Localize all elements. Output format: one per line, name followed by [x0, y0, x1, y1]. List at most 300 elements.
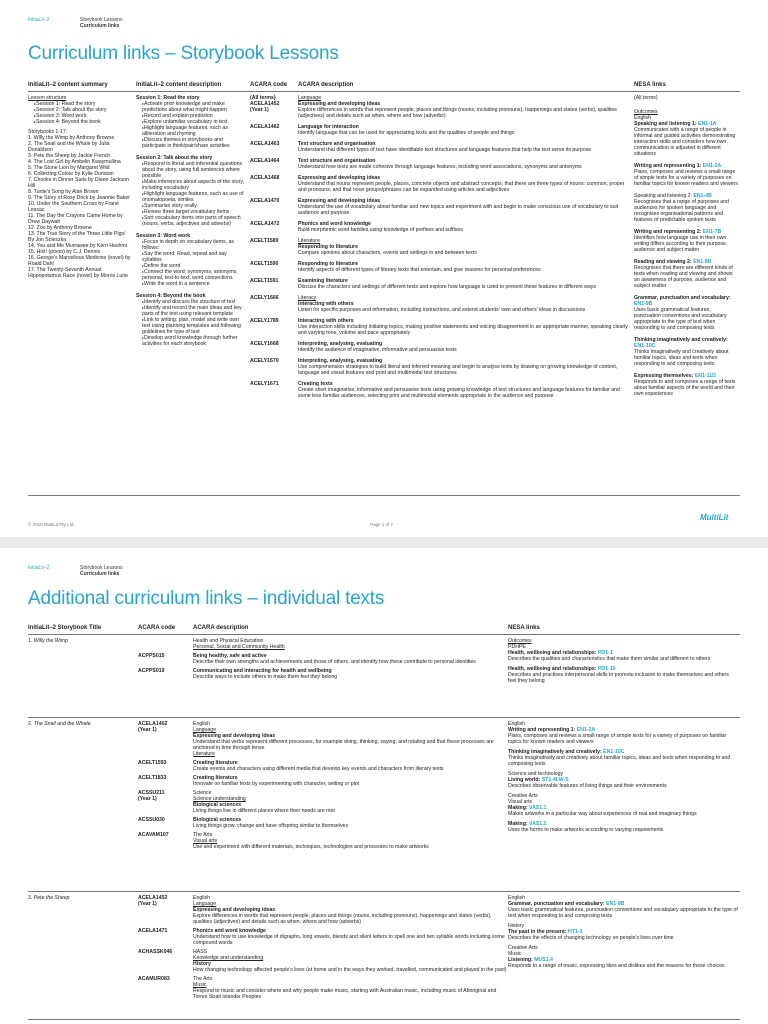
nesa-subject: Creative Arts: [508, 793, 538, 799]
outcome-code: EN1-10C: [634, 343, 656, 349]
acara-desc: [193, 895, 508, 925]
nesa-subject: Visual arts: [508, 799, 533, 805]
nesa-subject: English: [508, 721, 526, 727]
nesa-subject: Creative Arts: [508, 945, 538, 951]
outcome-text: Thinks imaginatively and creatively about familiar topics, ideas and texts when responding to and composing texts: [634, 349, 729, 367]
acara-row: [250, 358, 630, 376]
activity-item: ▸ Say the word: Read, repeat and say syllables: [142, 251, 248, 263]
outcome-code: EN1-7B: [702, 229, 722, 235]
activity-item: ▸ Focus in depth on vocabulary items, as follows:: [142, 239, 248, 251]
acara-desc: [298, 124, 630, 136]
section-label: Curriculum links: [80, 23, 120, 29]
session-heading: Session 1: Read the story: [136, 95, 200, 101]
acara-title: Expressing and developing ideas: [298, 101, 381, 107]
activity-item: ▸ Summarise story orally: [142, 203, 248, 209]
storybook-item: 7. Chooks in Dinner Suits by Diane Jackson Hill: [28, 177, 129, 189]
acara-title: Creating texts: [298, 381, 333, 387]
acara-code: ACELY1671: [250, 381, 279, 387]
acara-desc: [193, 832, 508, 850]
acara-row: [250, 261, 630, 273]
acara-desc: [298, 318, 630, 336]
learning-area: English: [193, 895, 211, 901]
storybook-name: Willy the Wimp: [33, 638, 68, 644]
outcome-title: Speaking and listening 1:: [634, 121, 698, 127]
acara-text: Understand that nouns represent people, places, concrete objects and abstract concepts; that there are three types of nouns: common, proper and pronouns; and that noun groups/phrases can be expanded using articles and adjectives: [298, 181, 625, 193]
col-header-title: InitiaLit–2 Storybook Title: [28, 625, 102, 631]
acara-text: Describe ways to include others to make them feel they belong: [193, 674, 338, 680]
acara-row: [250, 95, 630, 119]
acara-code: ACAMUR083: [138, 976, 170, 982]
acara-row: [250, 141, 630, 153]
acara-title: Expressing and developing ideas: [298, 175, 381, 181]
session-list: [28, 101, 132, 125]
outcome-code: MUS1.4: [534, 957, 553, 963]
outcome-text: Plans, composes and reviews a small range of simple texts for a variety of purposes on familiar topics for known readers and viewers: [508, 733, 727, 745]
activity-item: ▸ Explore unfamiliar vocabulary in text: [142, 119, 248, 125]
storybook-item: 3. Pete the Sheep by Jackie French: [28, 153, 111, 159]
row-separator: [28, 1019, 740, 1020]
outcome-code: EN1-9B: [606, 901, 625, 907]
acara-desc: [193, 817, 508, 829]
nesa-outcome: [508, 923, 738, 941]
storybook-item: 11. The Day the Crayons Came Home by Drew Daywalt: [28, 213, 123, 225]
acara-title: Interpreting, analysing, evaluating: [298, 358, 383, 364]
acara-code: ACELY1789: [250, 318, 279, 324]
activity-item: ▸ Review three target vocabulary items: [142, 209, 248, 215]
activity-item: ▸ Define the word: [142, 263, 248, 269]
outcome-title: Thinking imaginatively and creatively:: [634, 337, 728, 343]
outcome-title: Reading and viewing 2:: [634, 259, 694, 265]
acara-row: [138, 668, 508, 680]
acara-code: ACAVAM107: [138, 832, 169, 838]
session-activities: [136, 101, 248, 149]
acara-code: ACELY1670: [250, 358, 279, 364]
learning-area: Personal, Social and Community Health: [193, 644, 285, 650]
activity-item: ▸ Sort vocabulary items into parts of speech (nouns, verbs, adjectives and adverbs): [142, 215, 248, 227]
table-bottom-rule: [28, 495, 740, 496]
acara-column: [250, 95, 630, 404]
section-label: Curriculum links: [80, 571, 120, 577]
nesa-subject: English: [508, 895, 526, 901]
outcome-title: Writing and representing 1:: [508, 727, 577, 733]
outcome-text: Recognises that a range of purposes and audiences for spoken language and recognises organisational patterns and features of predictable spoken texts: [634, 199, 729, 223]
storybook-title: [28, 721, 133, 727]
acara-code: ACSSU211 (Year 1): [138, 790, 165, 802]
storybook-item: 12. Zoo by Anthony Browne: [28, 225, 92, 231]
row-separator: [28, 891, 740, 892]
acara-desc: [193, 760, 508, 772]
acara-title: Creating literature: [193, 760, 238, 766]
storybook-title: [28, 895, 133, 901]
acara-desc: [193, 790, 508, 814]
acara-code: ACELY1668: [250, 341, 279, 347]
acara-title: Text structure and organisation: [298, 158, 376, 164]
nesa-terms: (All terms): [634, 95, 658, 101]
acara-code: ACELY1666: [250, 295, 279, 301]
activity-item: ▸ Identify and record the main ideas and key parts of the text using relevant template: [142, 305, 248, 317]
outcome-title: Making:: [508, 805, 530, 811]
outcome-text: Uses the forms to make artworks according to varying requirements: [508, 827, 664, 833]
nesa-column: [508, 895, 738, 973]
col-header-acara-description: ACARA description: [298, 82, 354, 88]
acara-desc: [298, 358, 630, 376]
nesa-outcome: [634, 193, 738, 223]
acara-title: History: [193, 961, 211, 967]
outcome-text: Describes and practises interpersonal skills to promote inclusion to make themselves and others feel they belong: [508, 672, 729, 684]
acara-title: Interpreting, analysing, evaluating: [298, 341, 383, 347]
acara-title: Language for interaction: [298, 124, 359, 130]
acara-desc: [298, 278, 630, 290]
acara-code: ACELT1591: [250, 278, 279, 284]
page-title: Curriculum links – Storybook Lessons: [28, 43, 339, 64]
acara-row: [138, 721, 508, 757]
activity-item: ▸ Record and explain prediction: [142, 113, 248, 119]
acara-row: [138, 817, 508, 829]
acara-desc: [298, 141, 630, 153]
storybook-item: 9. The Story of Rosy Dock by Jeannie Baker: [28, 195, 130, 201]
nesa-outcome: [634, 121, 738, 157]
outcome-title: Health, wellbeing and relationships:: [508, 650, 598, 656]
acara-title: Responding to literature: [298, 261, 358, 267]
acara-desc: [298, 158, 630, 170]
acara-text: Understand that verbs represent different processes, for example doing, thinking, saying, and relating and that these processes are anchored in time through tense: [193, 739, 494, 751]
nesa-outcome: [634, 337, 738, 367]
acara-code: ACELT1589: [250, 238, 279, 244]
acara-code: ACELA1464: [250, 158, 280, 164]
outcome-title: The past in the present:: [508, 929, 568, 935]
outcome-title: Grammar, punctuation and vocabulary:: [508, 901, 607, 907]
acara-row: [138, 775, 508, 787]
acara-code: ACELT1833: [138, 775, 167, 781]
outcome-title: Speaking and listening 2:: [634, 193, 694, 199]
page-title: Additional curriculum links – individual texts: [28, 588, 385, 609]
outcomes-label: Outcomes: [634, 109, 658, 115]
subject-label: English: [634, 115, 652, 121]
acara-text: Understand the use of vocabulary about familiar and new topics and experiment with and begin to make conscious use of vocabulary to suit audience and purpose: [298, 204, 619, 216]
summary-column: [28, 95, 132, 279]
acara-code: ACELA1463: [250, 141, 280, 147]
activity-item: ▸ Identify and discuss the structure of text: [142, 299, 248, 305]
session-heading: Session 3: Word work: [136, 233, 191, 239]
acara-code: ACELA1402 (Year 1): [138, 721, 168, 733]
acara-desc: [298, 261, 630, 273]
learning-area: The Arts: [193, 976, 213, 982]
outcome-title: Making:: [508, 821, 530, 827]
curriculum-table: [28, 82, 740, 502]
row-separator: [28, 717, 740, 718]
outcome-title: Thinking imaginatively and creatively:: [508, 749, 604, 755]
acara-text: Understand how texts are made cohesive through language features, including word associations, synonyms and antonyms: [298, 164, 582, 170]
acara-text: Understand how to use knowledge of digraphs, long vowels, blends and silent letters to spell one and two syllable words including some compound words: [193, 934, 505, 946]
session-activities: [136, 161, 248, 227]
acara-title: Creating literature: [193, 775, 238, 781]
learning-area: Science understanding: [193, 796, 246, 802]
outcome-title: Grammar, punctuation and vocabulary:: [634, 295, 731, 301]
acara-title: Communicating and interacting for health and wellbeing: [193, 668, 332, 674]
copyright: © 2019 MultiLit Pty Ltd: [28, 522, 74, 527]
storybook-item: 13. The True Story of the Three Little Pigs! By Jon Scieszka: [28, 231, 126, 243]
activity-item: ▸ Highlight language features, such as use of onomatopoeia, similes: [142, 191, 248, 203]
col-header-nesa: NESA links: [634, 82, 666, 88]
activity-item: ▸ Make inferences about aspects of the story, including vocabulary: [142, 179, 248, 191]
acara-code: ACPPS015: [138, 653, 165, 659]
outcome-title: Writing and representing 1:: [634, 163, 703, 169]
outcome-text: Uses basic grammatical features, punctuation conventions and vocabulary appropriate to the type of text when responding to and composing texts: [634, 307, 727, 331]
activity-item: ▸ Link to writing: plan, model and write own text using planning templates and following guidelines for type of text: [142, 317, 248, 335]
session-heading: Session 4: Beyond the book: [136, 293, 206, 299]
nesa-outcome: [634, 259, 738, 289]
acara-row: [138, 928, 508, 946]
acara-text: Use comprehension strategies to build literal and inferred meaning and begin to analyse texts by drawing on growing knowledge of context, language and visual features and print and multimodal text structures: [298, 364, 618, 376]
outcome-code: EN1-10C: [603, 749, 625, 755]
acara-row: [138, 638, 508, 650]
acara-text: Build morphemic word families using knowledge of prefixes and suffixes: [298, 227, 463, 233]
acara-desc: [298, 295, 630, 313]
acara-text: How changing technology affected people's lives (at home and in the ways they worked, travelled, communicated and played in the past): [193, 967, 507, 973]
outcome-title: Expressing themselves:: [634, 373, 695, 379]
acara-code: ACELA1472: [250, 221, 280, 227]
outcome-text: Uses basic grammatical features, punctuation conventions and vocabulary appropriate to the type of text when responding to and composing texts: [508, 907, 738, 919]
acara-title: Interacting with others: [298, 301, 354, 307]
acara-text: Use interaction skills including initiating topics, making positive statements and voicing disagreement in an appropriate manner, speaking clearly and varying tone, volume and pace appropriately: [298, 324, 628, 336]
learning-area: HASS: [193, 949, 208, 955]
acara-title: Expressing and developing ideas: [298, 198, 381, 204]
acara-desc: [298, 95, 630, 119]
acara-desc: [298, 341, 630, 353]
activity-item: ▸ Respond to literal and inferential questions about the story, using full sentences where possible: [142, 161, 248, 179]
acara-title: Being healthy, safe and active: [193, 653, 267, 659]
acara-desc: [193, 721, 508, 757]
acara-text: Create events and characters using different media that develop key events and characters from literary texts: [193, 766, 444, 772]
acara-row: [138, 976, 508, 1000]
page-header: [28, 565, 123, 577]
outcome-code: HT1-3: [567, 929, 583, 935]
nesa-outcome: [508, 793, 738, 817]
acara-row: [138, 760, 508, 772]
acara-title: Responding to literature: [298, 244, 358, 250]
acara-text: Identify aspects of different types of literary texts that entertain, and give reasons for personal preferences: [298, 267, 541, 273]
acara-desc: [193, 775, 508, 787]
storybook-item: 5. The Stone Lion by Margaret Wild: [28, 165, 110, 171]
outcome-title: Living world:: [508, 777, 542, 783]
acara-code: ACELA1468: [250, 175, 280, 181]
outcome-text: Communicates with a range of people in informal and guided activities demonstrating interaction skills and considers how own communication is adjusted in different situations: [634, 127, 736, 157]
session-activities: [136, 299, 248, 347]
learning-area: Visual arts: [193, 838, 218, 844]
acara-code: (All terms) ACELA1452 (Year 1): [250, 95, 280, 113]
acara-text: Explore differences in words that represent people, places and things (nouns, including pronouns), happenings and states (verbs), qualities (adjectives) and details such as when, where and how (adverbs): [193, 913, 492, 925]
header-rule: [28, 91, 740, 92]
acara-text: Living things live in different places where their needs are met: [193, 808, 335, 814]
nesa-outcome: [508, 945, 738, 969]
nesa-column: [508, 721, 738, 837]
acara-desc: [193, 928, 508, 946]
acara-title: Interacting with others: [298, 318, 354, 324]
acara-code: ACELA1462: [250, 124, 280, 130]
acara-code: ACELT1593: [138, 760, 167, 766]
brand-label: InitiaLit–2: [28, 565, 50, 571]
col-header-summary: InitiaLit–2 content summary: [28, 82, 108, 88]
outcome-code: EN1-1A: [698, 121, 717, 127]
storybook-name: The Snail and the Whale: [33, 721, 91, 727]
session-item: ▸ Session 2: Talk about the story: [34, 107, 132, 113]
acara-desc: [298, 175, 630, 193]
acara-row: [250, 158, 630, 170]
col-header-description: InitiaLit–2 content description: [136, 82, 222, 88]
acara-desc: [193, 638, 508, 650]
acara-text: Identify the audience of imaginative, informative and persuasive texts: [298, 347, 457, 353]
description-column: [136, 95, 248, 353]
nesa-outcome: [508, 638, 738, 662]
outcome-text: Describes the qualities and characteristics that make them similar and different to others: [508, 656, 711, 662]
outcome-text: Thinks imaginatively and creatively about familiar topics, ideas and texts when responding to and composing texts: [508, 755, 731, 767]
acara-text: Understand that different types of text have identifiable text structures and language features that help the text serve its purpose: [298, 147, 592, 153]
acara-row: [250, 198, 630, 216]
acara-row: [138, 895, 508, 925]
storybook-title: [28, 638, 133, 644]
outcome-code: EN1-9B: [634, 301, 653, 307]
col-header-acara-code: ACARA code: [138, 625, 176, 631]
outcome-text: Plans, composes and reviews a small range of simple texts for a variety of purposes on familiar topics for known readers and viewers: [634, 169, 738, 187]
acara-text: Describe their own strengths and achievements and those of others, and identify how these contribute to personal identities: [193, 659, 476, 665]
outcome-text: Responds to a range of music, expressing likes and dislikes and the reasons for these choices: [508, 963, 725, 969]
individual-texts-table: [28, 625, 740, 1020]
course-label: Storybook Lessons: [80, 17, 123, 23]
acara-text: Innovate on familiar texts by experimenting with character, setting or plot: [193, 781, 360, 787]
learning-area: Knowledge and understanding: [193, 955, 264, 961]
nesa-outcome: [508, 721, 738, 745]
acara-row: [250, 381, 630, 399]
nesa-subject: Science and technology: [508, 771, 564, 777]
acara-desc: [298, 238, 630, 256]
storybook-item: 17. The Twenty-Seventh Annual Hippopotamus Race (novel) by Morris Lurie: [28, 267, 129, 279]
course-label: Storybook Lessons: [80, 565, 123, 571]
outcome-title: Listening:: [508, 957, 535, 963]
outcome-code: EN1-2A: [702, 163, 722, 169]
acara-code: [138, 638, 193, 650]
nesa-outcome: [634, 295, 738, 331]
col-header-nesa: NESA links: [508, 625, 540, 631]
nesa-subject: PDHPE: [508, 644, 526, 650]
nesa-subject: History: [508, 923, 525, 929]
acara-code: ACELA1452 (Year 1): [138, 895, 168, 907]
storybook-number: 2.: [28, 721, 34, 727]
acara-code: ACELA1470: [250, 198, 280, 204]
storybook-item: 1. Willy the Wimp by Anthony Browne: [28, 135, 115, 141]
acara-code: ACELT1590: [250, 261, 279, 267]
page-2: [0, 548, 768, 1024]
page-header: [28, 17, 123, 29]
nesa-outcome: [508, 666, 738, 684]
acara-desc: [298, 221, 630, 233]
storybook-item: 8. Turtle's Song by Alan Brown: [28, 189, 99, 195]
session-heading: Session 2: Talk about the story: [136, 155, 213, 161]
acara-row: [250, 295, 630, 313]
session-item: ▸ Session 3: Word work: [34, 113, 132, 119]
acara-text: Create short imaginative, informative and persuasive texts using growing knowledge of text structures and language features for familiar and some less familiar audiences, selecting print and multimodal elements appropriate to the audience and purpose: [298, 387, 620, 399]
outcome-text: Makes artworks in a particular way about experiences of real and imaginary things: [508, 811, 697, 817]
learning-area: The Arts: [193, 832, 213, 838]
activity-item: ▸ Highlight language features, such as alliteration and rhyming: [142, 125, 248, 137]
acara-desc: [193, 653, 508, 665]
acara-title: Phonics and word knowledge: [298, 221, 371, 227]
acara-code: ACHASSK046: [138, 949, 173, 955]
strand-label: Language: [298, 95, 322, 101]
outcome-code: EN1-11D: [694, 373, 716, 379]
acara-text: Discuss the characters and settings of different texts and explore how language is used to present these features in different ways: [298, 284, 596, 290]
outcome-code: EN1-8B: [693, 259, 712, 265]
acara-desc: [193, 949, 508, 973]
acara-title: Text structure and organisation: [298, 141, 376, 147]
outcome-title: Writing and representing 2:: [634, 229, 703, 235]
outcome-code: ST1-4LW-S: [541, 777, 569, 783]
nesa-outcome: [508, 895, 738, 919]
acara-text: Living things grow, change and have offspring similar to themselves: [193, 823, 349, 829]
activity-item: ▸ Write the word in a sentence: [142, 281, 248, 287]
acara-row: [138, 949, 508, 973]
lesson-structure-label: Lesson structure: [28, 95, 67, 101]
acara-title: Expressing and developing ideas: [193, 907, 276, 913]
learning-area: Language: [193, 901, 217, 907]
acara-codes-column: [138, 638, 508, 683]
storybook-item: 14. You and Me Murrawee by Kerri Hashmi: [28, 243, 127, 249]
acara-row: [250, 318, 630, 336]
acara-row: [250, 175, 630, 193]
acara-text: Respond to music and consider where and why people make music, starting with Australian music, including music of Aboriginal and Torres Strait Islander Peoples: [193, 988, 497, 1000]
acara-text: Identify language that can be used for appreciating texts and the qualities of people and things: [298, 130, 515, 136]
acara-row: [138, 653, 508, 665]
nesa-outcome: [634, 163, 738, 187]
activity-item: ▸ Activate prior knowledge and make predictions about what might happen: [142, 101, 248, 113]
learning-area: Music: [193, 982, 207, 988]
multilit-logo: MultiLit: [700, 513, 729, 522]
acara-code: ACSSU030: [138, 817, 165, 823]
activity-item: ▸ Develop word knowledge through further activities for each storybook: [142, 335, 248, 347]
acara-row: [250, 341, 630, 353]
acara-text: Use and experiment with different materials, techniques, technologies and processes to make artworks: [193, 844, 429, 850]
brand-label: InitiaLit–2: [28, 17, 50, 23]
outcome-text: Describes the effects of changing technology on people's lives over time: [508, 935, 674, 941]
acara-codes-column: [138, 895, 508, 1003]
header-rule: [28, 634, 740, 635]
nesa-outcome: [508, 749, 738, 767]
acara-text: Listen for specific purposes and information, including instructions, and extend students' own and others' ideas in discussions: [298, 307, 586, 313]
storybook-item: 4. The Lost Girl by Ambelin Kwaymullina: [28, 159, 121, 165]
acara-row: [250, 278, 630, 290]
strand-label: Literature: [298, 238, 320, 244]
acara-row: [250, 124, 630, 136]
activity-item: ▸ Discuss themes in storybooks and participate in think/pair/share activities: [142, 137, 248, 149]
acara-row: [250, 221, 630, 233]
acara-desc: [298, 198, 630, 216]
nesa-outcome: [634, 373, 738, 397]
outcome-text: Identifies how language use in their own writing differs according to their purpose, audience and subject matter: [634, 235, 728, 253]
learning-area: Language: [193, 727, 217, 733]
outcome-text: Describes observable features of living things and their environments: [508, 783, 667, 789]
session-activities: [136, 239, 248, 287]
outcome-code: VAS1.1: [529, 805, 547, 811]
acara-codes-column: [138, 721, 508, 853]
acara-title: Biological sciences: [193, 817, 242, 823]
strand-label: Literacy: [298, 295, 317, 301]
acara-title: Phonics and word knowledge: [193, 928, 266, 934]
acara-desc: [193, 976, 508, 1000]
session-item: ▸ Session 1: Read the story: [34, 101, 132, 107]
storybook-number: 3.: [28, 895, 34, 901]
outcome-text: Recognises that there are different kinds of texts when reading and viewing and shows an awareness of purpose, audience and subject matter: [634, 265, 733, 289]
page-number: Page 1 of 7: [370, 522, 394, 527]
storybook-name: Pete the Sheep: [33, 895, 70, 901]
